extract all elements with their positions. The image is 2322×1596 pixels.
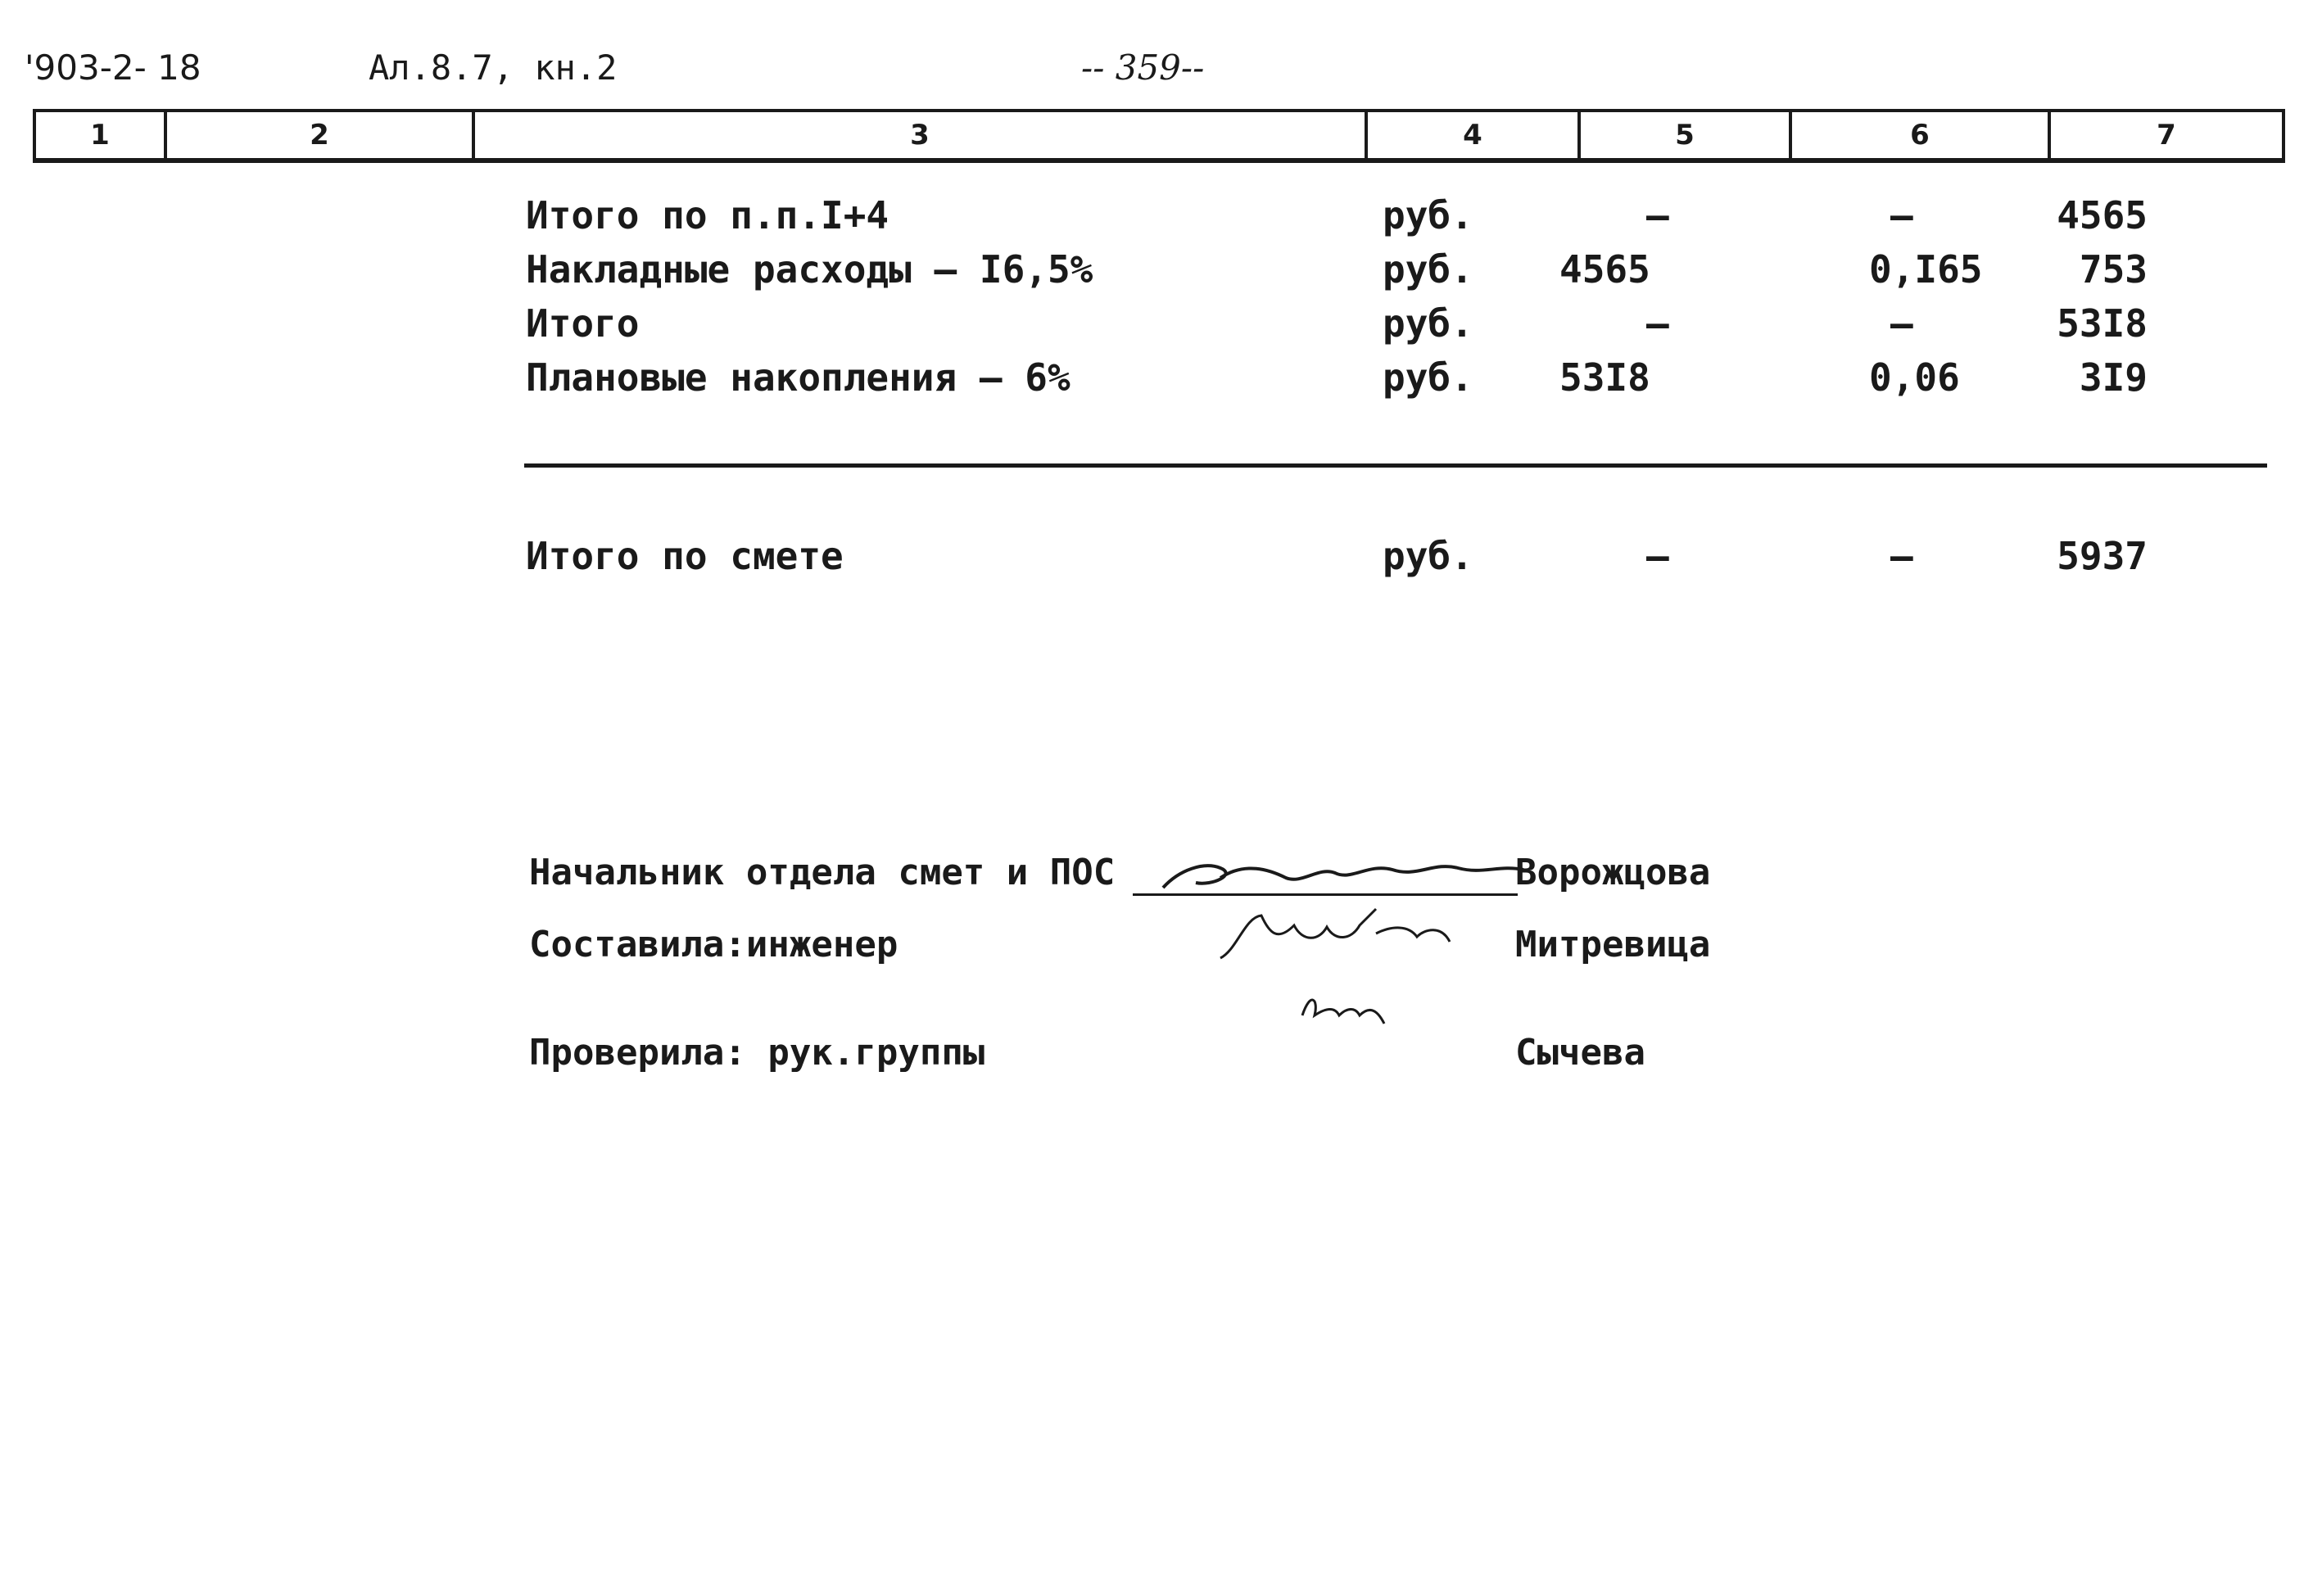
signatory-name: Ворожцова xyxy=(1515,852,1711,893)
row-coef: 0,I65 xyxy=(1869,247,1983,292)
row-sum: 53I8 xyxy=(2057,301,2148,346)
row-sum: 4565 xyxy=(2057,193,2148,237)
row-coef: – xyxy=(1890,301,1913,346)
column-header-1: 1 xyxy=(36,112,167,158)
signatory-name: Митревица xyxy=(1515,924,1711,965)
column-header-row xyxy=(33,109,2285,163)
total-unit: руб. xyxy=(1383,534,1473,578)
row-coef: – xyxy=(1890,193,1913,237)
row-base: – xyxy=(1646,301,1669,346)
total-row xyxy=(0,534,2322,583)
row-sum: 753 xyxy=(2079,247,2148,292)
row-unit: руб. xyxy=(1383,301,1473,346)
handwritten-initials xyxy=(1294,983,1392,1032)
total-sum: 5937 xyxy=(2057,534,2148,578)
row-name: Плановые накопления – 6% xyxy=(526,355,1070,400)
row-base: 53I8 xyxy=(1559,355,1650,400)
column-header-5: 5 xyxy=(1581,112,1792,158)
album-reference: Ал.8.7, кн.2 xyxy=(369,47,618,88)
handwritten-signature-2 xyxy=(1212,901,1458,966)
row-unit: руб. xyxy=(1383,355,1473,400)
signatory-role: Составила:инженер xyxy=(529,924,898,965)
column-header-6: 6 xyxy=(1792,112,2051,158)
total-coef: – xyxy=(1890,534,1913,578)
row-sum: 3I9 xyxy=(2079,355,2148,400)
table-row xyxy=(0,193,2322,242)
total-base: – xyxy=(1646,534,1669,578)
signature-row xyxy=(0,924,2322,973)
table-row xyxy=(0,247,2322,296)
table-row xyxy=(0,355,2322,405)
column-header-4: 4 xyxy=(1368,112,1581,158)
row-name: Итого по п.п.I+4 xyxy=(526,193,889,237)
row-unit: руб. xyxy=(1383,247,1473,292)
signature-row xyxy=(0,1032,2322,1081)
column-header-3: 3 xyxy=(475,112,1368,158)
handwritten-signature-1 xyxy=(1147,845,1532,902)
row-unit: руб. xyxy=(1383,193,1473,237)
column-header-2: 2 xyxy=(167,112,475,158)
row-name: Итого xyxy=(526,301,640,346)
table-row xyxy=(0,301,2322,350)
row-name: Накладные расходы – I6,5% xyxy=(526,247,1093,292)
page-header xyxy=(25,47,2285,97)
signatory-name: Сычева xyxy=(1515,1032,1645,1074)
signatory-role: Начальник отдела смет и ПОС xyxy=(529,852,1116,893)
row-base: – xyxy=(1646,193,1669,237)
total-divider xyxy=(524,463,2267,468)
row-base: 4565 xyxy=(1559,247,1650,292)
signatory-role: Проверила: рук.группы xyxy=(529,1032,985,1074)
column-header-7: 7 xyxy=(2157,119,2176,151)
page-number: -- 359-- xyxy=(1081,47,1205,88)
document-code: '903-2- 18 xyxy=(25,47,201,88)
total-name: Итого по смете xyxy=(526,534,844,578)
row-coef: 0,06 xyxy=(1869,355,1960,400)
